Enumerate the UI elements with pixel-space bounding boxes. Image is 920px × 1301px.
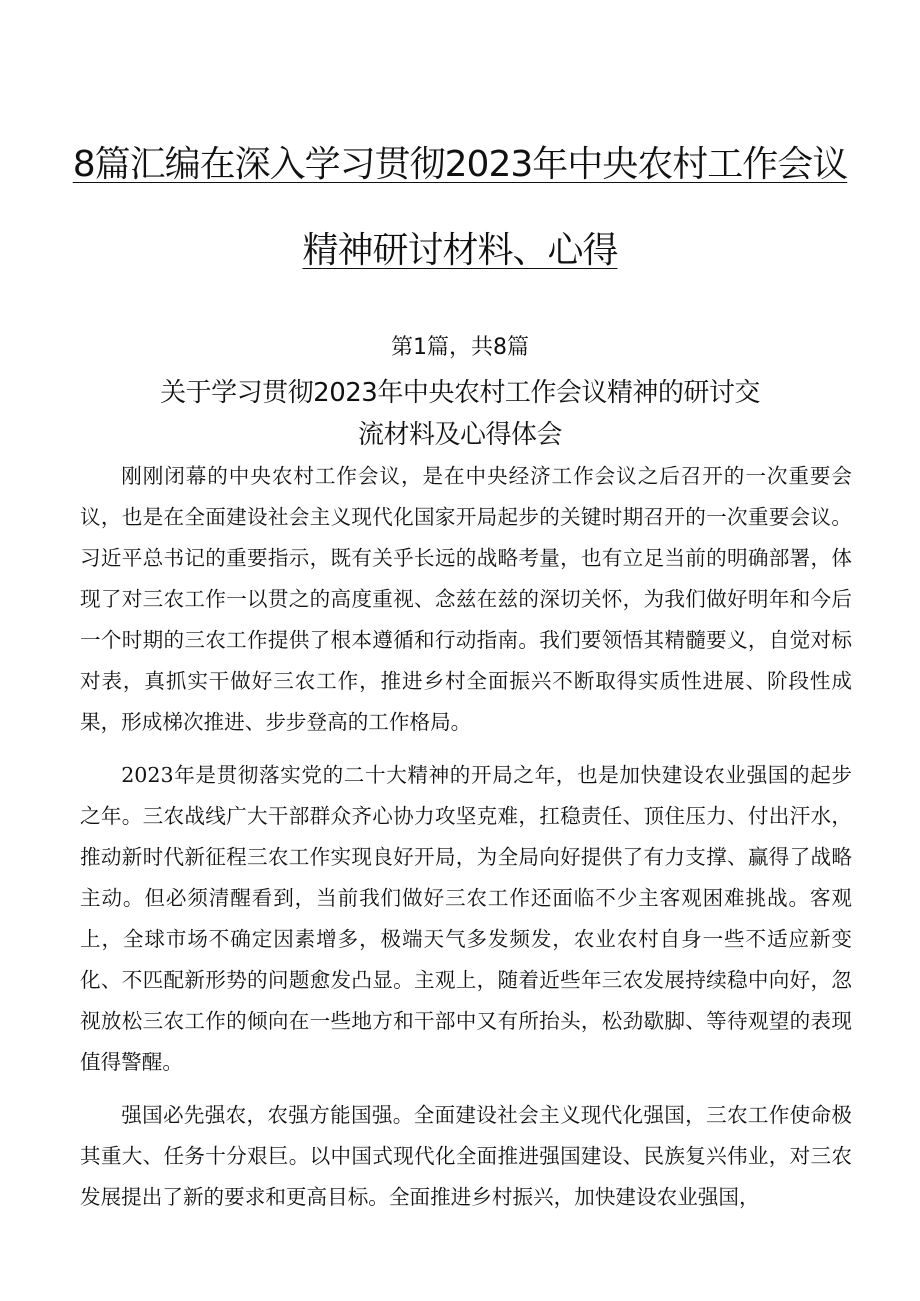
body-paragraph-1: 刚刚闭幕的中央农村工作会议，是在中央经济工作会议之后召开的一次重要会议，也是在全面建设社会主义现代化国家开局起步的关键时期召开的一次重要会议。习近平总书记的重要指示，既有关乎长远的战略考量，也有立足当前的明确部署，体现了对三农工作一以贯之的高度重视、念兹在兹的深切关怀，为我们做好明年和今后一个时期的三农工作提供了根本遵循和行动指南。我们要领悟其精髓要义，自觉对标对表，真抓实干做好三农工作，推进乡村全面振兴不断取得实质性进展、阶段性成果，形成梯次推进、步步登高的工作格局。 [80, 464, 852, 734]
document-title-line-1 [0, 136, 920, 187]
article-title-line-1: 关于学习贯彻2023年中央农村工作会议精神的研讨交 [160, 378, 760, 408]
document-title-text-1: 8篇汇编在深入学习贯彻2023年中央农村工作会议 [72, 144, 848, 185]
document-title-text-2: 精神研讨材料、心得 [302, 230, 618, 271]
article-title-line-2: 流材料及心得体会 [357, 420, 562, 450]
article-counter: 第1篇，共8篇 [391, 335, 529, 360]
body-paragraph-2: 2023年是贯彻落实党的二十大精神的开局之年，也是加快建设农业强国的起步之年。三农战线广大干部群众齐心协力攻坚克难，扛稳责任、顶住压力、付出汗水，推动新时代新征程三农工作实现良好开局，为全局向好提供了有力支撑、赢得了战略主动。但必须清醒看到，当前我们做好三农工作还面临不少主客观困难挑战。客观上，全球市场不确定因素增多，极端天气多发频发，农业农村自身一些不适应新变化、不匹配新形势的问题愈发凸显。主观上，随着近些年三农发展持续稳中向好，忽视放松三农工作的倾向在一些地方和干部中又有所抬头，松劲歇脚、等待观望的表现值得警醒。 [80, 763, 852, 1074]
body-paragraph-3: 强国必先强农，农强方能国强。全面建设社会主义现代化强国，三农工作使命极其重大、任务十分艰巨。以中国式现代化全面推进强国建设、民族复兴伟业，对三农发展提出了新的要求和更高目标。全面推进乡村振兴，加快建设农业强国， [80, 1103, 852, 1209]
document-title-line-2 [0, 222, 920, 273]
article-body [80, 456, 852, 1230]
